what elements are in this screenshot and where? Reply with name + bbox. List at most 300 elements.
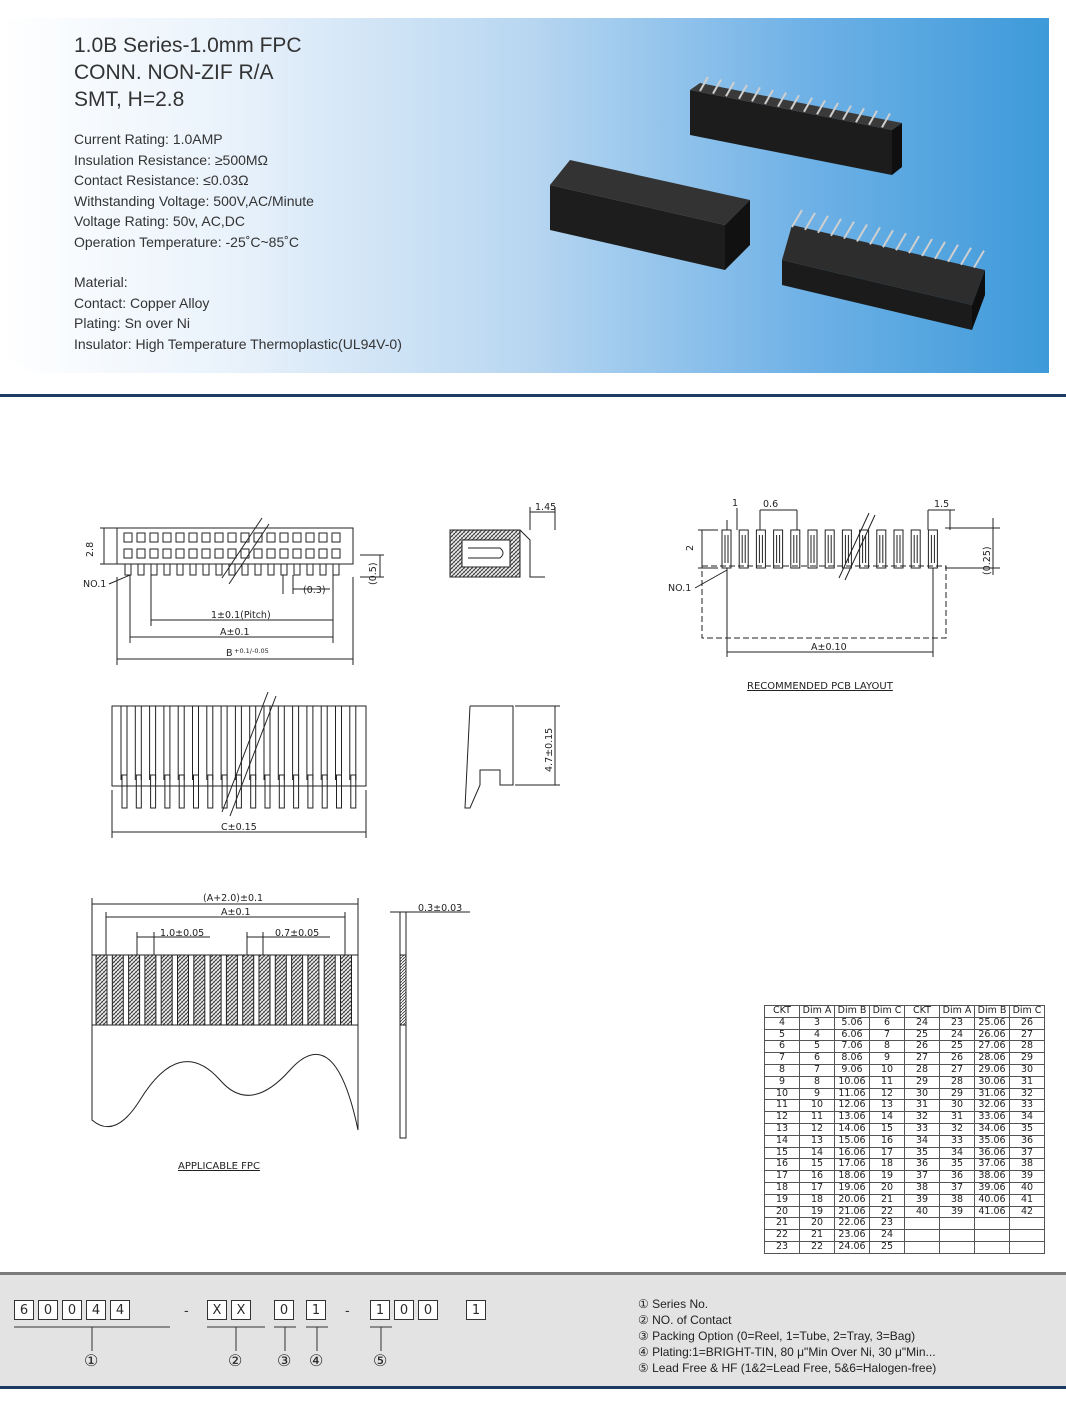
table-cell: 5 <box>800 1041 835 1053</box>
spec-temperature: Operation Temperature: -25˚C~85˚C <box>74 233 300 250</box>
col-header: CKT <box>765 1006 800 1018</box>
table-cell: 37 <box>905 1171 940 1183</box>
table-cell: 22 <box>800 1241 835 1253</box>
front-contact <box>319 549 327 558</box>
table-cell: 23 <box>870 1218 905 1230</box>
table-cell: 29 <box>1010 1053 1045 1065</box>
fpc-dim-a: A±0.1 <box>221 907 251 918</box>
connector-pin <box>792 210 802 227</box>
table-cell: 28.06 <box>975 1053 1010 1065</box>
front-contact <box>137 549 145 558</box>
fpc-finger <box>324 955 335 1025</box>
table-cell: 41.06 <box>975 1206 1010 1218</box>
table-cell: 10 <box>765 1088 800 1100</box>
fpc-finger <box>292 955 303 1025</box>
col-header: Dim A <box>940 1006 975 1018</box>
pcb-pad <box>877 530 886 568</box>
table-cell: 40 <box>1010 1182 1045 1194</box>
connector-pin <box>883 230 893 247</box>
table-cell: 9 <box>870 1053 905 1065</box>
legend-item: ④ Plating:1=BRIGHT-TIN, 80 μ"Min Over Ni, 30 μ"Min... <box>638 1345 936 1359</box>
table-cell: 5 <box>765 1029 800 1041</box>
pn-digit: 4 <box>110 1300 130 1320</box>
top-pin <box>279 775 284 808</box>
material-contact: Contact: Copper Alloy <box>74 294 210 311</box>
table-cell: 33.06 <box>975 1112 1010 1124</box>
table-cell: 27 <box>940 1064 975 1076</box>
table-cell: 14.06 <box>835 1123 870 1135</box>
col-header: Dim B <box>835 1006 870 1018</box>
header-divider <box>0 394 1066 397</box>
table-cell: 34 <box>1010 1112 1045 1124</box>
table-cell: 38 <box>905 1182 940 1194</box>
front-contact <box>267 549 275 558</box>
table-cell: 4 <box>800 1029 835 1041</box>
front-lead <box>307 564 313 575</box>
product-title <box>74 32 302 113</box>
top-pin <box>337 775 342 808</box>
table-cell: 36.06 <box>975 1147 1010 1159</box>
table-cell: 36 <box>940 1171 975 1183</box>
connector-pin <box>974 251 984 268</box>
top-pin <box>308 775 313 808</box>
side-dim-height: 4.7±0.15 <box>544 727 555 772</box>
pcb-dim-06: 0.6 <box>763 499 779 510</box>
table-cell: 13 <box>870 1100 905 1112</box>
table-cell: 39 <box>940 1206 975 1218</box>
table-cell <box>940 1218 975 1230</box>
front-contact <box>280 533 288 542</box>
table-cell: 32 <box>1010 1088 1045 1100</box>
table-cell: 24 <box>905 1017 940 1029</box>
table-row <box>765 1206 1045 1218</box>
table-cell: 18 <box>765 1182 800 1194</box>
table-cell: 13 <box>800 1135 835 1147</box>
front-dim-03: (0.3) <box>303 585 326 596</box>
front-contact <box>176 549 184 558</box>
table-cell: 37 <box>940 1182 975 1194</box>
table-cell: 34.06 <box>975 1123 1010 1135</box>
pn-marker-3: ③ <box>277 1351 292 1370</box>
fpc-finger <box>178 955 189 1025</box>
table-cell: 31 <box>940 1112 975 1124</box>
product-photo <box>540 75 1000 335</box>
fpc-finger <box>129 955 140 1025</box>
top-pin <box>165 775 170 808</box>
table-cell: 8 <box>765 1064 800 1076</box>
table-cell: 18.06 <box>835 1171 870 1183</box>
table-cell: 26.06 <box>975 1029 1010 1041</box>
table-cell: 33 <box>905 1123 940 1135</box>
fpc-dim-w1: 1.0±0.05 <box>160 928 205 939</box>
front-contact <box>319 533 327 542</box>
table-cell: 26 <box>940 1053 975 1065</box>
front-no1-label: NO.1 <box>83 579 107 590</box>
legend-item: ③ Packing Option (0=Reel, 1=Tube, 2=Tray, 3=Bag) <box>638 1329 916 1343</box>
table-cell: 28 <box>905 1064 940 1076</box>
part-number-footer <box>0 1272 1066 1389</box>
table-row <box>765 1076 1045 1088</box>
table-cell: 15 <box>765 1147 800 1159</box>
top-view <box>112 692 366 838</box>
table-cell: 11 <box>870 1076 905 1088</box>
table-cell: 20 <box>765 1206 800 1218</box>
table-cell: 16 <box>800 1171 835 1183</box>
connector-pin <box>922 239 932 256</box>
front-contact <box>332 533 340 542</box>
front-lead <box>255 564 261 575</box>
front-contact <box>189 549 197 558</box>
table-cell: 12.06 <box>835 1100 870 1112</box>
connector-pin <box>857 225 867 242</box>
dimension-table <box>764 1005 1045 1254</box>
table-cell: 10 <box>800 1100 835 1112</box>
pcb-caption: RECOMMENDED PCB LAYOUT <box>747 681 893 692</box>
front-contact <box>163 533 171 542</box>
table-cell: 7 <box>870 1029 905 1041</box>
table-cell: 40 <box>905 1206 940 1218</box>
table-cell <box>940 1241 975 1253</box>
table-cell: 11 <box>800 1112 835 1124</box>
col-header: CKT <box>905 1006 940 1018</box>
top-pin <box>179 775 184 808</box>
table-cell: 32 <box>905 1112 940 1124</box>
front-dim-a: A±0.1 <box>220 627 250 638</box>
table-cell: 12 <box>765 1112 800 1124</box>
table-cell: 19.06 <box>835 1182 870 1194</box>
table-cell: 27 <box>1010 1029 1045 1041</box>
table-row <box>765 1182 1045 1194</box>
table-cell: 26 <box>905 1041 940 1053</box>
connector-pin <box>935 242 945 259</box>
table-cell: 17 <box>765 1171 800 1183</box>
front-contact <box>254 549 262 558</box>
top-pin <box>208 775 213 808</box>
front-contact <box>215 549 223 558</box>
fpc-finger <box>112 955 123 1025</box>
table-cell: 30.06 <box>975 1076 1010 1088</box>
fpc-finger <box>308 955 319 1025</box>
col-header: Dim C <box>870 1006 905 1018</box>
table-row <box>765 1218 1045 1230</box>
table-cell: 14 <box>870 1112 905 1124</box>
table-cell: 30 <box>940 1100 975 1112</box>
connector-pin <box>805 213 815 230</box>
front-contact <box>306 549 314 558</box>
fpc-finger <box>96 955 107 1025</box>
spec-withstanding: Withstanding Voltage: 500V,AC/Minute <box>74 192 314 209</box>
legend-item: ② NO. of Contact <box>638 1313 732 1327</box>
fpc-caption: APPLICABLE FPC <box>178 1161 260 1172</box>
table-cell: 29 <box>940 1088 975 1100</box>
table-cell: 40.06 <box>975 1194 1010 1206</box>
fpc-dim-w2: 0.7±0.05 <box>275 928 320 939</box>
front-contact <box>202 549 210 558</box>
front-contact <box>150 533 158 542</box>
table-cell: 6.06 <box>835 1029 870 1041</box>
table-cell: 16 <box>765 1159 800 1171</box>
spec-list <box>74 129 314 253</box>
table-cell: 25 <box>905 1029 940 1041</box>
legend-item: ① Series No. <box>638 1297 709 1311</box>
table-cell: 25 <box>940 1041 975 1053</box>
table-row <box>765 1194 1045 1206</box>
table-cell: 37.06 <box>975 1159 1010 1171</box>
table-row <box>765 1135 1045 1147</box>
fpc-finger <box>243 955 254 1025</box>
table-cell: 11 <box>765 1100 800 1112</box>
table-cell: 5.06 <box>835 1017 870 1029</box>
front-contact <box>228 549 236 558</box>
table-cell: 3 <box>800 1017 835 1029</box>
pcb-pad <box>860 530 869 568</box>
table-cell <box>905 1241 940 1253</box>
table-cell: 19 <box>870 1171 905 1183</box>
table-cell: 7.06 <box>835 1041 870 1053</box>
title-line-1: 1.0B Series-1.0mm FPC <box>74 34 302 57</box>
material-insulator: Insulator: High Temperature Thermoplastic(UL94V-0) <box>74 335 402 352</box>
front-lead <box>268 564 274 575</box>
table-cell: 21 <box>765 1218 800 1230</box>
table-header-row <box>765 1006 1045 1018</box>
front-dim-b: B <box>226 648 233 659</box>
pn-marker-5: ⑤ <box>373 1351 388 1370</box>
pcb-no1-label: NO.1 <box>668 583 692 594</box>
front-contact <box>215 533 223 542</box>
pn-digit: 4 <box>86 1300 106 1320</box>
table-cell: 10.06 <box>835 1076 870 1088</box>
table-cell <box>905 1230 940 1242</box>
connector-pin <box>896 233 906 250</box>
pcb-pad <box>825 530 834 568</box>
table-row <box>765 1053 1045 1065</box>
front-contact <box>176 533 184 542</box>
front-lead <box>203 564 209 575</box>
table-cell: 19 <box>800 1206 835 1218</box>
table-row <box>765 1088 1045 1100</box>
pn-digit: 1 <box>306 1300 326 1320</box>
table-row <box>765 1041 1045 1053</box>
table-cell: 33 <box>940 1135 975 1147</box>
connector-pin <box>948 245 958 262</box>
top-pin <box>251 775 256 808</box>
table-cell <box>1010 1241 1045 1253</box>
table-cell: 31 <box>1010 1076 1045 1088</box>
pcb-dim-1: 1 <box>732 498 739 509</box>
front-lead <box>164 564 170 575</box>
spec-contact-resistance: Contact Resistance: ≤0.03Ω <box>74 172 249 189</box>
pn-digit: 1 <box>466 1300 486 1320</box>
table-cell: 22.06 <box>835 1218 870 1230</box>
top-dim-c: C±0.15 <box>221 822 257 833</box>
top-pin <box>122 775 127 808</box>
pn-marker-1: ① <box>84 1351 99 1370</box>
col-header: Dim A <box>800 1006 835 1018</box>
top-pin <box>151 775 156 808</box>
table-cell: 24 <box>870 1230 905 1242</box>
table-cell: 15 <box>800 1159 835 1171</box>
table-cell: 37 <box>1010 1147 1045 1159</box>
front-contact <box>267 533 275 542</box>
top-pin <box>294 775 299 808</box>
fpc-finger <box>194 955 205 1025</box>
table-cell: 17 <box>800 1182 835 1194</box>
pcb-pad <box>894 530 903 568</box>
table-cell: 16.06 <box>835 1147 870 1159</box>
front-contact <box>124 533 132 542</box>
pn-underlines <box>0 1275 520 1392</box>
table-cell <box>1010 1218 1045 1230</box>
fpc-finger <box>210 955 221 1025</box>
table-cell: 25.06 <box>975 1017 1010 1029</box>
connector-pin <box>961 248 971 265</box>
title-line-2: CONN. NON-ZIF R/A <box>74 61 274 84</box>
pn-digit: X <box>207 1300 227 1320</box>
table-cell: 35 <box>905 1147 940 1159</box>
table-cell: 22 <box>870 1206 905 1218</box>
pcb-dim-15: 1.5 <box>934 499 950 510</box>
table-cell: 16 <box>870 1135 905 1147</box>
pcb-pad <box>774 530 783 568</box>
front-lead <box>190 564 196 575</box>
table-cell: 6 <box>765 1041 800 1053</box>
table-cell: 4 <box>765 1017 800 1029</box>
pn-marker-2: ② <box>228 1351 243 1370</box>
table-cell: 27 <box>905 1053 940 1065</box>
pn-digit: 0 <box>62 1300 82 1320</box>
connector-pin <box>831 219 841 236</box>
table-cell: 31 <box>905 1100 940 1112</box>
spec-current: Current Rating: 1.0AMP <box>74 131 223 147</box>
front-contact <box>280 549 288 558</box>
front-contact <box>124 549 132 558</box>
table-cell: 29.06 <box>975 1064 1010 1076</box>
table-row <box>765 1100 1045 1112</box>
front-contact <box>293 533 301 542</box>
title-line-3: SMT, H=2.8 <box>74 88 185 111</box>
connector-left <box>550 160 750 270</box>
table-cell: 12 <box>870 1088 905 1100</box>
fpc-finger <box>161 955 172 1025</box>
col-header: Dim C <box>1010 1006 1045 1018</box>
front-contact <box>150 549 158 558</box>
front-lead <box>151 564 157 575</box>
connector-pin <box>818 216 828 233</box>
pcb-pad <box>911 530 920 568</box>
pn-digit: 0 <box>394 1300 414 1320</box>
table-row <box>765 1147 1045 1159</box>
col-header: Dim B <box>975 1006 1010 1018</box>
front-lead <box>294 564 300 575</box>
table-cell: 39 <box>1010 1171 1045 1183</box>
table-cell: 28 <box>940 1076 975 1088</box>
top-pin <box>222 775 227 808</box>
pcb-dim-a: A±0.10 <box>811 642 847 653</box>
top-pin <box>265 775 270 808</box>
pcb-pad <box>722 530 731 568</box>
table-cell: 9 <box>800 1088 835 1100</box>
table-cell <box>975 1230 1010 1242</box>
front-lead <box>125 564 131 575</box>
table-cell: 22 <box>765 1230 800 1242</box>
front-contact <box>241 533 249 542</box>
table-cell: 8.06 <box>835 1053 870 1065</box>
pcb-pad <box>808 530 817 568</box>
pn-digit: 1 <box>370 1300 390 1320</box>
pcb-dim-2: 2 <box>685 544 696 551</box>
table-cell: 34 <box>905 1135 940 1147</box>
table-cell: 38 <box>1010 1159 1045 1171</box>
legend-item: ⑤ Lead Free & HF (1&2=Lead Free, 5&6=Halogen-free) <box>638 1361 937 1375</box>
connector-pin <box>844 222 854 239</box>
table-cell: 35.06 <box>975 1135 1010 1147</box>
table-row <box>765 1159 1045 1171</box>
table-cell: 13 <box>765 1123 800 1135</box>
pcb-dim-025: (0.25) <box>982 546 993 575</box>
table-cell: 20.06 <box>835 1194 870 1206</box>
table-cell: 21.06 <box>835 1206 870 1218</box>
front-lead <box>177 564 183 575</box>
table-cell: 28 <box>1010 1041 1045 1053</box>
front-contact <box>306 533 314 542</box>
front-contact <box>228 533 236 542</box>
top-pin <box>351 775 356 808</box>
front-dim-pitch: 1±0.1(Pitch) <box>211 610 271 621</box>
table-cell: 15.06 <box>835 1135 870 1147</box>
table-cell: 32 <box>940 1123 975 1135</box>
table-cell: 18 <box>870 1159 905 1171</box>
pcb-layout <box>695 508 1000 657</box>
table-cell: 39.06 <box>975 1182 1010 1194</box>
front-contact <box>137 533 145 542</box>
table-cell: 24.06 <box>835 1241 870 1253</box>
table-cell: 30 <box>905 1088 940 1100</box>
table-cell: 10 <box>870 1064 905 1076</box>
material-list <box>74 272 402 354</box>
table-row <box>765 1171 1045 1183</box>
table-cell: 11.06 <box>835 1088 870 1100</box>
table-cell: 21 <box>800 1230 835 1242</box>
table-cell: 23 <box>765 1241 800 1253</box>
table-cell: 42 <box>1010 1206 1045 1218</box>
front-view <box>100 518 384 665</box>
table-row <box>765 1123 1045 1135</box>
connector-right <box>782 225 985 330</box>
connector-top <box>690 83 902 175</box>
pn-legend <box>638 1296 936 1376</box>
front-lead <box>281 564 287 575</box>
pcb-pad <box>842 530 851 568</box>
table-cell: 29 <box>905 1076 940 1088</box>
material-plating: Plating: Sn over Ni <box>74 315 190 332</box>
pn-digit: 0 <box>38 1300 58 1320</box>
table-cell: 33 <box>1010 1100 1045 1112</box>
table-cell: 38 <box>940 1194 975 1206</box>
front-lead <box>216 564 222 575</box>
pn-marker-4: ④ <box>309 1351 324 1370</box>
front-contact <box>163 549 171 558</box>
fpc-finger <box>341 955 352 1025</box>
table-cell: 20 <box>800 1218 835 1230</box>
table-cell: 35 <box>1010 1123 1045 1135</box>
table-row <box>765 1112 1045 1124</box>
table-cell: 17.06 <box>835 1159 870 1171</box>
table-row <box>765 1064 1045 1076</box>
front-dim-05: (0.5) <box>368 562 379 585</box>
fpc-finger <box>259 955 270 1025</box>
table-cell: 17 <box>870 1147 905 1159</box>
connector-pin <box>870 227 880 244</box>
